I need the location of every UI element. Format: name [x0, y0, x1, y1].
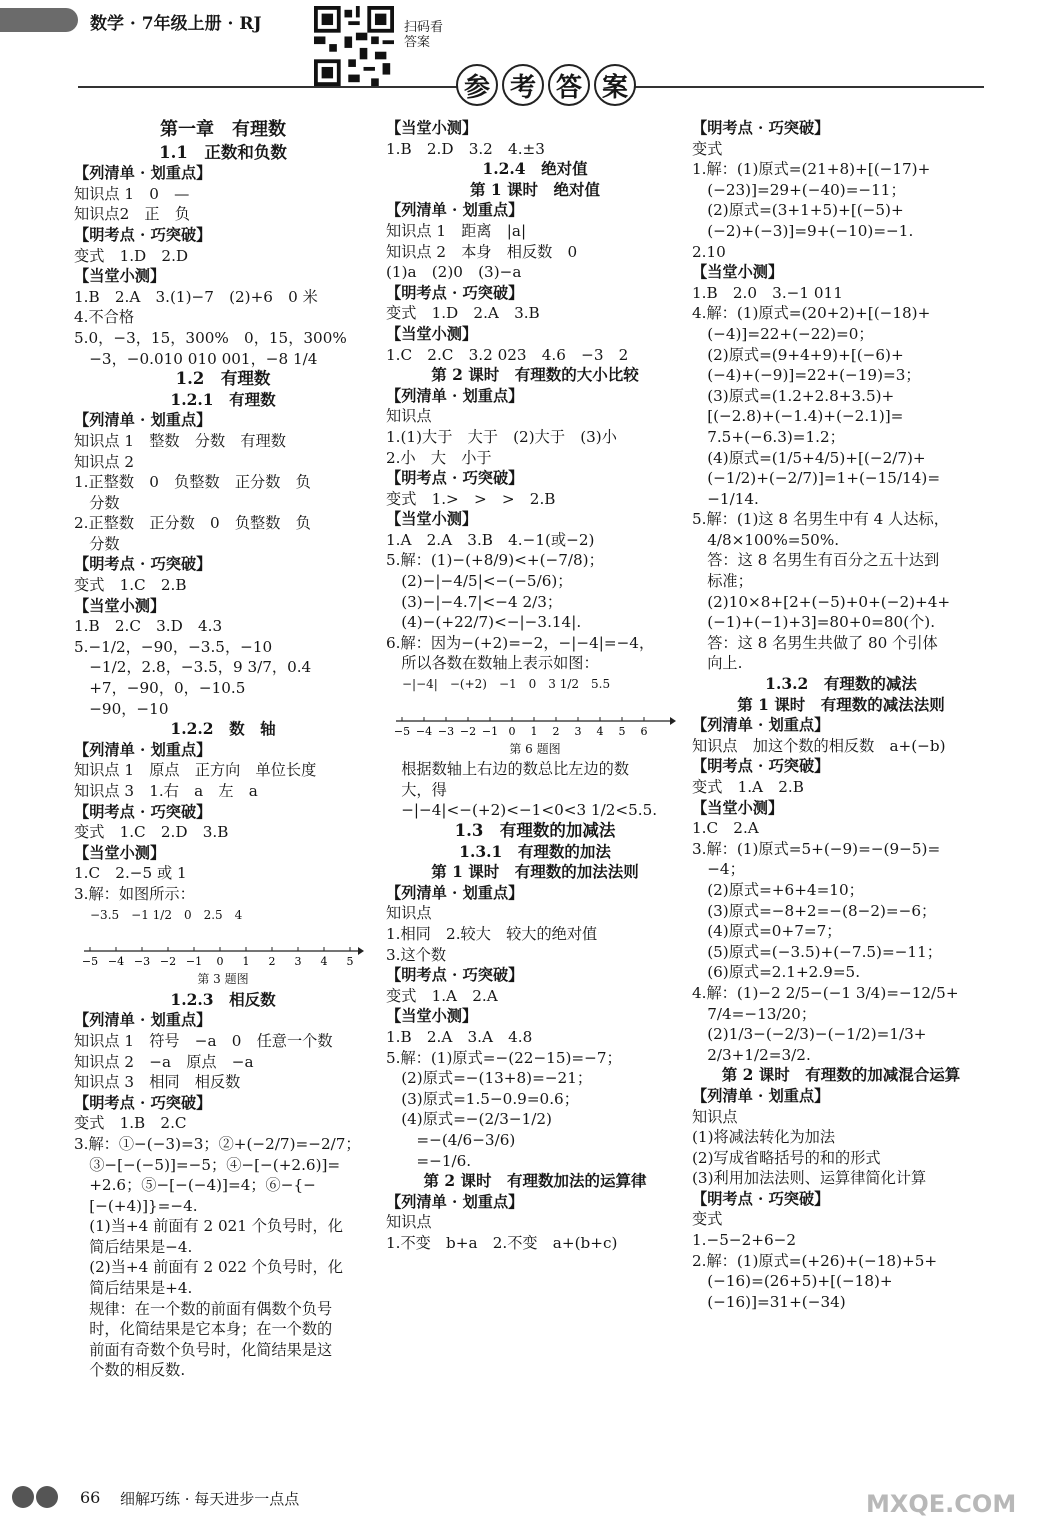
- footer-dot: [12, 1486, 34, 1508]
- section-tag: 【当堂小测】: [74, 267, 166, 286]
- section-tag: 【明考点 · 巧突破】: [386, 966, 524, 985]
- number-line-tick-label: −3: [133, 955, 151, 969]
- answer-line: 时，化简结果是它本身；在一个数的: [74, 1320, 333, 1339]
- answer-line: 1.C 2.C 3.2 023 4.6 −3 2: [386, 345, 629, 364]
- answer-line: [−(+4)]}=−4.: [74, 1196, 198, 1215]
- answer-line: +7，−90，0，−10.5: [74, 679, 246, 698]
- subsection-title: 1.3.2 有理数的减法: [765, 674, 917, 694]
- number-line-tick-label: 4: [596, 724, 604, 738]
- number-line-tick-label: 2: [268, 955, 276, 969]
- answer-line: 1.A 2.A 3.B 4.−1(或−2): [386, 530, 595, 549]
- answer-line: 变式 1.> > > 2.B: [386, 489, 556, 508]
- answer-line: 1.不变 b+a 2.不变 a+(b+c): [386, 1233, 618, 1252]
- answer-line: 大，得: [386, 780, 447, 799]
- answer-line: ③−[−(−5)]=−5；④−[−(+2.6)]=: [74, 1155, 341, 1174]
- answer-line: 1.B 2.0 3.−1 011: [692, 283, 843, 302]
- header-label: 数学 · 7年级上册 · RJ: [90, 14, 262, 34]
- answer-line: 5.−1/2，−90，−3.5，−10: [74, 637, 273, 656]
- answer-line: 分数: [74, 534, 120, 553]
- answer-line: 知识点 3 相同 相反数: [74, 1073, 241, 1092]
- number-line-tick-label: −5: [393, 724, 411, 738]
- number-line-tick-label: −5: [81, 955, 99, 969]
- number-line-arrow: [670, 717, 676, 725]
- answer-line: −3，−0.010 010 001，−8 1/4: [74, 349, 318, 368]
- number-line-tick-label: 5: [346, 955, 354, 969]
- banner-char: 答: [548, 64, 590, 106]
- figure-caption: 第 6 题图: [509, 741, 561, 756]
- number-line-tick-label: −2: [159, 955, 177, 969]
- answer-line: −1/14.: [692, 489, 759, 508]
- section-tag: 【明考点 · 巧突破】: [692, 1189, 830, 1208]
- answer-line: 7.5+(−6.3)=1.2；: [692, 427, 845, 446]
- answer-line: 知识点 加这个数的相反数 a+(−b): [692, 736, 946, 755]
- answer-line: 答：这 8 名男生有百分之五十达到: [692, 551, 940, 570]
- subsection-title: 1.2.1 有理数: [170, 389, 276, 409]
- subsection-title: 第 2 课时 有理数的大小比较: [431, 365, 639, 385]
- answer-line: 变式 1.C 2.B: [74, 576, 187, 595]
- answer-line: 1.B 2.A 3.(1)−7 (2)+6 0 米: [74, 287, 318, 306]
- header-band: [0, 8, 78, 32]
- section-tag: 【当堂小测】: [692, 798, 784, 817]
- number-line-tick-label: −1: [481, 724, 499, 738]
- answer-line: (4)−(+22/7)<−|−3.14|.: [386, 613, 582, 632]
- answer-line: (2)1/3−(−2/3)−(−1/2)=1/3+: [692, 1025, 927, 1044]
- section-tag: 【当堂小测】: [386, 119, 478, 137]
- answer-line: (2)当+4 前面有 2 022 个负号时，化: [74, 1258, 343, 1277]
- answer-line: −1/2，2.8，−3.5，9 3/7，0.4: [74, 658, 312, 677]
- subsection-title: 第 2 课时 有理数的加减混合运算: [721, 1065, 961, 1085]
- number-line-points: −3.5 −1 1/2 0 2.5 4: [90, 907, 243, 922]
- footer-slogan: 细解巧练 · 每天进步一点点: [120, 1490, 300, 1508]
- section-title: 1.1 正数和负数: [159, 142, 287, 162]
- qr-code-icon: [314, 6, 394, 86]
- answer-line: (−1)+(−1)+3]=80+0=80(个).: [692, 613, 936, 632]
- number-line-tick-label: −4: [415, 724, 433, 738]
- answer-line: 知识点 1 原点 正方向 单位长度: [74, 761, 317, 780]
- number-line-tick-label: 3: [574, 724, 582, 738]
- answer-column-1: [74, 118, 372, 1381]
- answer-line: 分数: [74, 493, 120, 512]
- number-line-tick-label: −4: [107, 955, 125, 969]
- section-tag: 【当堂小测】: [692, 263, 784, 282]
- answer-line: 6.解：因为−(+2)=−2，−|−4|=−4，: [386, 633, 655, 652]
- answer-line: 答：这 8 名男生共做了 80 个引体: [692, 633, 938, 652]
- footer-dots: [12, 1486, 60, 1512]
- answer-line: (−4)]=22+(−22)=0；: [692, 324, 874, 343]
- answer-line: 知识点 2 −a 原点 −a: [74, 1052, 254, 1071]
- section-tag: 【当堂小测】: [74, 596, 166, 615]
- answer-line: 1.正整数 0 负整数 正分数 负: [74, 473, 311, 492]
- answer-line: (−16)]=31+(−34): [692, 1292, 846, 1311]
- number-line-arrow: [358, 947, 364, 955]
- answer-line: 个数的相反数.: [74, 1361, 186, 1380]
- answer-line: (4)原式=−(2/3−1/2): [386, 1110, 552, 1129]
- section-tag: 【当堂小测】: [386, 324, 478, 343]
- answer-line: 知识点: [386, 904, 432, 923]
- section-tag: 【明考点 · 巧突破】: [386, 469, 524, 488]
- answer-line: 2/3+1/2=3/2.: [692, 1045, 811, 1064]
- answer-line: =−(4/6−3/6): [386, 1130, 516, 1149]
- number-line-tick-label: 4: [320, 955, 328, 969]
- answer-line: (−4)+(−9)]=22+(−19)=3；: [692, 366, 921, 385]
- answer-line: 变式 1.D 2.D: [74, 246, 189, 265]
- answer-line: 变式 1.D 2.A 3.B: [386, 304, 540, 323]
- banner-char: 考: [502, 64, 544, 106]
- section-tag: 【当堂小测】: [74, 843, 166, 862]
- number-line-tick-label: 0: [216, 955, 224, 969]
- answer-line: 1.B 2.D 3.2 4.±3: [386, 139, 545, 158]
- answer-line: 4.解：(1)−2 2/5−(−1 3/4)=−12/5+: [692, 983, 959, 1002]
- answer-line: [(−2.8)+(−1.4)+(−2.1)]=: [692, 407, 904, 426]
- section-title: 1.3 有理数的加减法: [454, 821, 616, 840]
- answer-line: (−23)]=29+(−40)=−11；: [692, 180, 906, 199]
- answer-line: 2.正整数 正分数 0 负整数 负: [74, 514, 311, 533]
- answer-line: (1)当+4 前面有 2 021 个负号时，化: [74, 1217, 343, 1236]
- answer-line: 1.B 2.A 3.A 4.8: [386, 1027, 533, 1046]
- answer-line: (−2)+(−3)]=9+(−10)=−1.: [692, 221, 914, 240]
- answer-line: 1.相同 2.较大 较大的绝对值: [386, 924, 598, 943]
- answer-line: 知识点 2 本身 相反数 0: [386, 242, 578, 261]
- answer-line: 知识点: [692, 1107, 738, 1126]
- section-tag: 【列清单 · 划重点】: [386, 201, 524, 220]
- answer-line: =−1/6.: [386, 1151, 472, 1170]
- answer-line: 2.解：(1)原式=(+26)+(−18)+5+: [692, 1251, 938, 1270]
- answer-line: 知识点 1 整数 分数 有理数: [74, 431, 286, 450]
- answer-line: 4.解：(1)原式=(20+2)+[(−18)+: [692, 304, 931, 323]
- answer-line: (−1/2)+(−2/7)]=1+(−15/14)=: [692, 469, 941, 488]
- answer-line: (2)原式=(3+1+5)+[(−5)+: [692, 201, 904, 220]
- subsection-title: 1.3.1 有理数的加法: [459, 841, 611, 861]
- subsection-title: 1.2.3 相反数: [170, 989, 276, 1009]
- answer-line: (2)原式=(9+4+9)+[(−6)+: [692, 345, 904, 364]
- subsection-title: 第 2 课时 有理数加法的运算律: [423, 1171, 647, 1191]
- answer-line: −4；: [692, 860, 745, 879]
- figure-caption: 第 3 题图: [197, 972, 249, 987]
- answer-line: 标准；: [692, 572, 753, 591]
- section-tag: 【列清单 · 划重点】: [692, 1086, 830, 1105]
- answer-line: 知识点: [386, 1213, 432, 1232]
- answer-line: (3)利用加法法则、运算律简化计算: [692, 1169, 927, 1188]
- answer-line: 1.B 2.C 3.D 4.3: [74, 617, 223, 636]
- answer-line: 简后结果是−4.: [74, 1237, 193, 1256]
- section-tag: 【列清单 · 划重点】: [386, 1192, 524, 1211]
- section-tag: 【明考点 · 巧突破】: [74, 555, 212, 574]
- section-tag: 【列清单 · 划重点】: [692, 716, 830, 735]
- banner-char: 案: [594, 64, 636, 106]
- answer-line: 所以各数在数轴上表示如图：: [386, 654, 599, 673]
- section-tag: 【列清单 · 划重点】: [386, 386, 524, 405]
- subsection-title: 第 1 课时 有理数的减法法则: [737, 694, 945, 714]
- number-line-tick-label: 3: [294, 955, 302, 969]
- header-rule-right: [618, 86, 984, 88]
- answer-line: 前面有奇数个负号时，化简结果是这: [74, 1340, 333, 1359]
- answer-line: 知识点 3 1.右 a 左 a: [74, 782, 258, 800]
- answer-line: (2)原式=+6+4=10；: [692, 880, 864, 899]
- section-tag: 【明考点 · 巧突破】: [74, 802, 212, 821]
- answer-line: (1)a (2)0 (3)−a: [386, 263, 522, 282]
- number-line-tick-label: 0: [508, 724, 516, 738]
- answer-line: (6)原式=2.1+2.9=5.: [692, 963, 861, 982]
- answer-line: 2.小 大 小于: [386, 448, 492, 467]
- answer-line: 5.解：(1)这 8 名男生中有 4 人达标，: [692, 510, 949, 529]
- answer-line: 5.0，−3，15，300% 0，15，300%: [74, 328, 347, 347]
- answer-line: 1.(1)大于 大于 (2)大于 (3)小: [386, 427, 617, 446]
- answer-line: 2.10: [692, 242, 726, 261]
- chapter-title: 第一章 有理数: [160, 119, 286, 140]
- number-line: [386, 695, 678, 739]
- answer-banner: [456, 64, 636, 106]
- section-tag: 【列清单 · 划重点】: [74, 740, 212, 759]
- section-tag: 【明考点 · 巧突破】: [692, 119, 830, 137]
- answer-line: −|−4|<−(+2)<−1<0<3 1/2<5.5.: [386, 801, 658, 820]
- answer-line: 1.C 2.A: [692, 819, 759, 838]
- answer-line: (2)原式=−(13+8)=−21；: [386, 1069, 593, 1088]
- section-tag: 【明考点 · 巧突破】: [74, 225, 212, 244]
- number-line-tick-label: −1: [185, 955, 203, 969]
- header-rule-left: [78, 86, 458, 88]
- answer-line: 简后结果是+4.: [74, 1279, 193, 1298]
- number-line: [74, 925, 366, 969]
- answer-line: 4/8×100%=50%.: [692, 530, 840, 549]
- answer-line: 变式 1.B 2.C: [74, 1114, 187, 1133]
- answer-line: 3.这个数: [386, 945, 447, 964]
- answer-line: 7/4=−13/20；: [692, 1004, 817, 1023]
- section-tag: 【明考点 · 巧突破】: [386, 283, 524, 302]
- subsection-title: 1.2.2 数 轴: [170, 719, 276, 739]
- section-tag: 【列清单 · 划重点】: [74, 1011, 212, 1030]
- section-tag: 【列清单 · 划重点】: [74, 411, 212, 430]
- answer-line: +2.6；⑤−[−(−4)]=4；⑥−{−: [74, 1176, 316, 1195]
- section-tag: 【列清单 · 划重点】: [74, 164, 212, 183]
- watermark-site: MXQE.COM: [866, 1490, 1017, 1518]
- answer-line: 知识点 2: [74, 452, 135, 471]
- answer-line: (3)原式=1.5−0.9=0.6；: [386, 1089, 579, 1108]
- answer-line: 3.解：①−(−3)=3；②+(−2/7)=−2/7；: [74, 1134, 361, 1153]
- answer-line: 3.解：如图所示：: [74, 884, 195, 903]
- number-line-tick-label: 5: [618, 724, 626, 738]
- subsection-title: 第 1 课时 绝对值: [469, 179, 601, 199]
- answer-line: 知识点 1 距离 |a|: [386, 221, 527, 240]
- answer-line: 根据数轴上右边的数总比左边的数: [386, 760, 629, 779]
- answer-line: (−16)=(26+5)+[(−18)+: [692, 1272, 893, 1291]
- section-tag: 【当堂小测】: [386, 1007, 478, 1026]
- answer-line: 1.C 2.−5 或 1: [74, 864, 187, 883]
- number-line-tick-label: 2: [552, 724, 560, 738]
- answer-line: (3)原式=(1.2+2.8+3.5)+: [692, 386, 895, 405]
- answer-column-3: [692, 118, 990, 1312]
- answer-line: (1)将减法转化为加法: [692, 1128, 836, 1147]
- section-tag: 【当堂小测】: [386, 510, 478, 529]
- answer-line: (3)−|−4.7|<−4 2/3；: [386, 592, 563, 611]
- section-tag: 【列清单 · 划重点】: [386, 883, 524, 902]
- section-tag: 【明考点 · 巧突破】: [74, 1093, 212, 1112]
- answer-line: (4)原式=(1/5+4/5)+[(−2/7)+: [692, 448, 926, 467]
- answer-line: 变式 1.C 2.D 3.B: [74, 823, 229, 842]
- answer-line: (4)原式=0+7=7；: [692, 922, 842, 941]
- number-line-tick-label: −3: [437, 724, 455, 738]
- answer-line: (3)原式=−8+2=−(8−2)=−6；: [692, 901, 937, 920]
- answer-line: 5.解：(1)原式=−(22−15)=−7；: [386, 1048, 622, 1067]
- section-tag: 【明考点 · 巧突破】: [692, 757, 830, 776]
- answer-line: 变式 1.A 2.B: [692, 778, 804, 796]
- answer-line: 1.解：(1)原式=(21+8)+[(−17)+: [692, 160, 931, 179]
- number-line-figure: [386, 695, 684, 739]
- answer-line: (2)−|−4/5|<−(−5/6)；: [386, 572, 573, 591]
- scan-hint-text: 扫码看答案: [404, 20, 444, 50]
- number-line-tick-label: 6: [640, 724, 648, 738]
- answer-line: 5.解：(1)−(+8/9)<+(−7/8)；: [386, 551, 604, 570]
- answer-line: 知识点 1 0 —: [74, 184, 190, 203]
- number-line-points: −|−4| −(+2) −1 0 3 1/2 5.5: [402, 677, 611, 692]
- number-line-tick-label: 1: [242, 955, 250, 969]
- page-number: 66: [80, 1488, 101, 1507]
- answer-line: (2)写成省略括号的和的形式: [692, 1148, 881, 1167]
- answer-line: 4.不合格: [74, 308, 135, 327]
- banner-char: 参: [456, 64, 498, 106]
- answer-line: 变式 1.A 2.A: [386, 986, 498, 1005]
- section-title: 1.2 有理数: [175, 369, 271, 389]
- answer-line: −90，−10: [74, 699, 169, 718]
- answer-column-2: [386, 118, 684, 1253]
- answer-line: 变式: [692, 1210, 723, 1229]
- number-line-tick-label: 1: [530, 724, 538, 738]
- answer-line: 知识点2 正 负: [74, 205, 190, 224]
- answer-line: (5)原式=(−3.5)+(−7.5)=−11；: [692, 942, 942, 961]
- subsection-title: 1.2.4 绝对值: [482, 159, 588, 179]
- number-line-figure: [74, 925, 372, 969]
- footer-dot: [36, 1486, 58, 1508]
- subsection-title: 第 1 课时 有理数的加法法则: [431, 862, 639, 882]
- answer-line: 规律：在一个数的前面有偶数个负号: [74, 1299, 333, 1318]
- answer-line: 知识点 1 符号 −a 0 任意一个数: [74, 1031, 333, 1050]
- answer-line: 1.−5−2+6−2: [692, 1231, 797, 1250]
- answer-line: 3.解：(1)原式=5+(−9)=−(9−5)=: [692, 839, 941, 858]
- answer-line: (2)10×8+[2+(−5)+0+(−2)+4+: [692, 592, 951, 611]
- answer-line: 知识点: [386, 407, 432, 426]
- answer-line: 变式: [692, 139, 723, 158]
- number-line-tick-label: −2: [459, 724, 477, 738]
- answer-line: 向上.: [692, 654, 743, 673]
